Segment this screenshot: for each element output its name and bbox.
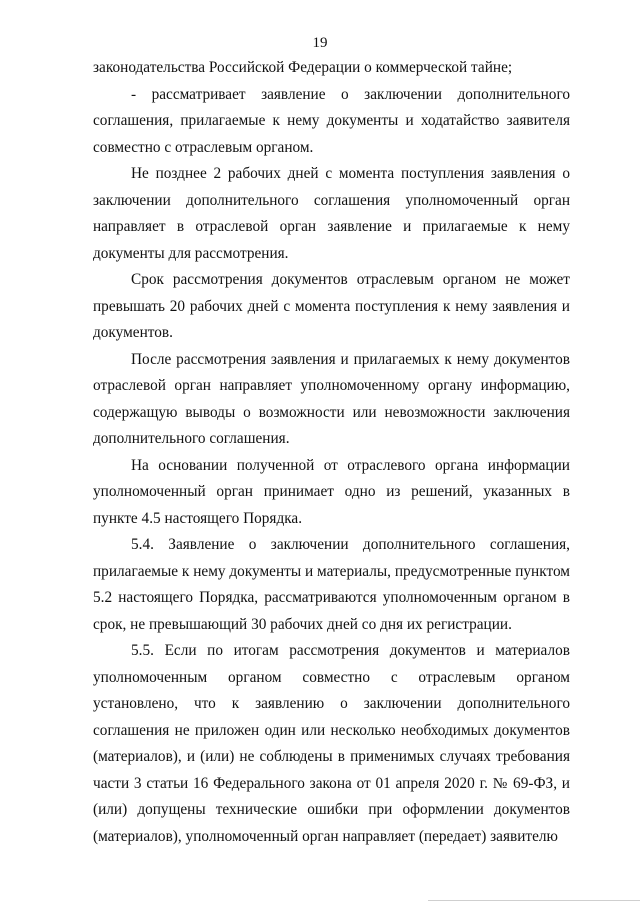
document-body <box>93 55 570 850</box>
page-number: 19 <box>312 35 328 51</box>
paragraph-trade-secret-end: законодательства Российской Федерации о коммерческой тайне; <box>93 59 513 76</box>
paragraph-review-term: Срок рассмотрения документов отраслевым органом не может превышать 20 рабочих дней с момента поступления к нему заявления и документов. <box>93 271 570 341</box>
scan-edge-line <box>428 900 640 901</box>
paragraph-forwarding-deadline: Не позднее 2 рабочих дней с момента поступления заявления о заключении дополнительного соглашения уполномоченный орган направляет в отраслевой орган заявление и прилагаемые к нему документы для рассмотрения. <box>93 165 570 262</box>
paragraph-sector-findings: После рассмотрения заявления и прилагаемых к нему документов отраслевой орган направляет уполномоченному органу информацию, содержащую выводы о возможности или невозможности заключения дополнительного соглашения. <box>93 350 570 447</box>
paragraph-review-item: - рассматривает заявление о заключении дополнительного соглашения, прилагаемые к нему документы и ходатайство заявителя совместно с отраслевым органом. <box>93 85 570 156</box>
paragraph-clause-5-4: 5.4. Заявление о заключении дополнительного соглашения, прилагаемые к нему документы и материалы, предусмотренные пунктом 5.2 настоящего Порядка, рассматриваются уполномоченным органом в срок, не превышающий 30 рабочих дней со дня их регистрации. <box>93 536 570 633</box>
paragraph-authority-decision: На основании полученной от отраслевого органа информации уполномоченный орган принимает одно из решений, указанных в пункте 4.5 настоящего Порядка. <box>93 456 570 527</box>
paragraph-clause-5-5: 5.5. Если по итогам рассмотрения документов и материалов уполномоченным органом совместно с отраслевым органом установлено, что к заявлению о заключении дополнительного соглашения не приложен один или несколько необходимых документов (материалов), и (или) не соблюдены в применимых случаях требования части 3 статьи 16 Федерального закона от 01 апреля 2020 г. № 69-ФЗ, и (или) допущены технические ошибки при оформлении документов (материалов), уполномоченный орган направляет (передает) заявителю <box>93 642 570 845</box>
